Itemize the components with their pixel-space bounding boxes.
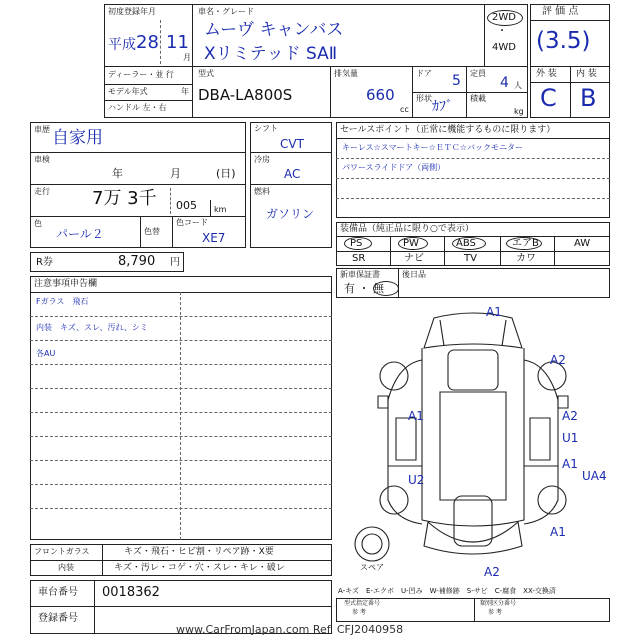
color-change-label: 色替 [144,227,160,236]
interior-label: 内 装 [576,69,597,79]
interior-value: キズ・汚レ・コゲ・穴・スレ・キレ・破レ [114,563,285,573]
damage-mark: U2 [408,473,425,487]
divider [30,340,332,341]
drive-dot: ・ [497,26,507,37]
divider [180,292,181,540]
divider [30,216,246,217]
car-outline-front [424,313,522,348]
shift-value: CVT [280,137,304,151]
divider [484,4,485,66]
month-unit: 月 [183,53,191,62]
score-value: (3.5) [536,28,591,54]
drive-4wd: 4WD [492,42,516,53]
divider [336,198,610,199]
car-body-center [422,348,524,526]
damage-mark: A1 [550,525,566,539]
divider [30,364,332,365]
equip-abs: ABS [456,238,476,249]
displacement: 660 [366,86,395,104]
reg-month: 11 [166,32,189,53]
car-cabin [440,392,506,500]
divider [192,66,193,118]
divider [336,138,610,139]
selling-point-2: パワースライドドア（両側） [342,163,446,172]
mileage-value: 7万 3千 [92,188,157,209]
shift-label: シフト [254,124,278,133]
divider [530,20,610,21]
car-hood [448,350,498,390]
exterior-label: 外 装 [536,69,557,79]
divider [30,460,332,461]
equip-sr: SR [352,253,366,264]
car-name: ムーヴ キャンバス [204,20,344,40]
equip-ps: PS [350,238,363,249]
fuel-value: ガソリン [266,207,315,221]
drive-2wd: 2WD [492,12,516,23]
divider [330,66,331,118]
note-line-2: 内装 キズ、スレ、汚れ、シミ [36,323,148,332]
equip-aw: AW [574,238,591,249]
divider [500,236,501,266]
divider [390,236,391,266]
displacement-label: 排気量 [334,69,358,78]
car-outline-rear [424,522,522,554]
color-value: パール２ [56,227,104,241]
notes-title: 注意事項申告欄 [34,279,98,289]
exterior-grade: C [540,84,557,112]
color-code: XE7 [202,231,226,245]
damage-mark: A2 [484,565,500,579]
warranty-value: 有 ・ 無 [344,282,384,295]
divider [160,20,161,64]
divider [140,216,141,248]
use-label: 車歴 [34,125,50,134]
chassis-value: 0018362 [102,585,160,600]
equip-airbag: エアB [512,238,539,249]
damage-mark: A2 [562,409,578,423]
inspect-month: 月 [170,167,181,180]
car-rear-window [454,496,492,546]
r-ticket-label: R券 [36,257,53,268]
person-unit: 人 [514,81,522,90]
divider [104,100,192,101]
fuel-label: 燃料 [254,187,270,196]
ac-value: AC [284,167,301,181]
model-label: 型式 [198,69,214,78]
front-glass-label: フロントガラス [34,547,90,556]
ac-label: 冷房 [254,155,270,164]
car-body-top [440,320,506,346]
mileage-label: 走行 [34,187,50,196]
load-label: 積載 [470,94,486,103]
divider [554,236,555,266]
model-year-label: モデル年式 [108,87,148,96]
door-label: ドア [416,69,432,78]
divider [30,316,332,317]
r-ticket-value: 8,790 [118,254,156,269]
r-ticket-block [30,252,184,272]
divider [466,66,467,118]
damage-mark: U1 [562,431,579,445]
kg-unit: kg [514,107,524,116]
category-number-label: 類別区分番号 [480,600,517,607]
model-year-unit: 年 [181,87,189,96]
type-designation-ref: 参 考 [352,609,366,616]
score-label: 評 価 点 [542,6,579,17]
equip-pw: PW [403,238,419,249]
car-left-mirror [378,396,388,408]
dealer-label: ディーラー・並 行 [108,70,174,79]
inspect-year: 年 [112,167,123,180]
yen-unit: 円 [170,257,180,268]
note-line-3: 各AU [36,349,56,358]
divider [30,412,332,413]
doors: 5 [452,73,461,89]
divider [30,388,332,389]
divider [102,544,103,576]
divider [336,251,610,252]
damage-mark: A1 [562,457,578,471]
divider [250,152,332,153]
divider [250,184,332,185]
divider [30,606,332,607]
car-diagram [336,300,610,590]
capacity: 4 [500,75,509,91]
divider [30,560,332,561]
divider [412,92,528,93]
interior-grade: B [580,84,597,112]
mileage-small: 005 [176,199,197,212]
divider [210,200,211,216]
car-right-window [530,418,550,460]
note-line-1: Fガラス 飛石 [36,297,89,306]
divider [192,4,193,66]
divider [30,484,332,485]
shape-label: 形状 [416,94,432,103]
damage-mark: A1 [408,409,424,423]
divider [30,152,246,153]
selling-points-title: セールスポイント（正常に機能するものに限ります） [340,125,556,135]
reg-label: 登録番号 [38,613,78,624]
divider [398,268,399,298]
equip-tv: TV [464,253,477,264]
era: 平成 [108,37,136,53]
equip-leather: カワ [516,253,536,264]
divider [336,158,610,159]
warranty-label: 新車保証書 [340,270,380,279]
damage-legend: A-キズ E-エクボ U-凹み W-補修跡 S-サビ C-腐食 XX-交換済 [338,587,556,595]
divider [172,216,173,248]
divider [30,508,332,509]
divider [474,598,475,622]
chassis-label: 車台番号 [38,587,78,598]
color-label: 色 [34,219,42,228]
km-unit: km [214,205,227,214]
divider [104,84,192,85]
handle-label: ハンドル 左・右 [108,103,167,112]
warranty-circle [373,281,399,296]
divider [570,66,571,118]
car-left-window [396,418,416,460]
capacity-label: 定員 [470,69,486,78]
shape: ｶﾌﾞ [432,99,453,115]
divider [104,66,528,67]
name-grade-label: 車名・グレード [198,7,254,16]
category-number-ref: 参 考 [488,609,502,616]
car-left-front-wheel [380,362,408,390]
equipment-title: 装備品（純正品に限り○で表示） [340,224,474,234]
later-label: 後日品 [402,270,426,279]
type-designation-label: 型式指定番号 [344,600,381,607]
damage-mark: UA4 [582,469,607,483]
watermark: www.CarFromJapan.com Ref. CFJ2040958 [176,623,404,636]
first-reg-label: 初度登録年月 [108,7,156,16]
divider [30,292,332,293]
divider [336,178,610,179]
inspect-day: (日) [216,167,236,180]
model-code: DBA-LA800S [198,86,293,104]
use-value: 自家用 [52,128,103,148]
spare-label: スペア [360,563,384,572]
inspection-label: 車検 [34,155,50,164]
damage-mark: A2 [550,353,566,367]
divider [94,580,95,634]
spare-tire-outer [355,527,389,561]
car-right-mirror [558,396,568,408]
cc-unit: cc [400,105,409,114]
divider [30,436,332,437]
divider [170,188,171,214]
spare-tire-inner [362,534,382,554]
divider [444,236,445,266]
front-glass-value: キズ・飛石・ヒビ割・リペア跡・X要 [124,547,274,557]
damage-mark: A1 [486,305,502,319]
grade: Xリミテッド SAⅡ [204,44,338,64]
selling-point-1: キーレス☆スマートキー☆ＥＴＣ☆バックモニター [342,143,523,152]
reg-year: 28 [136,32,159,53]
color-code-label: 色コード [176,218,208,227]
divider [30,184,246,185]
interior-label: 内装 [58,563,74,572]
equip-navi: ナビ [404,253,424,264]
